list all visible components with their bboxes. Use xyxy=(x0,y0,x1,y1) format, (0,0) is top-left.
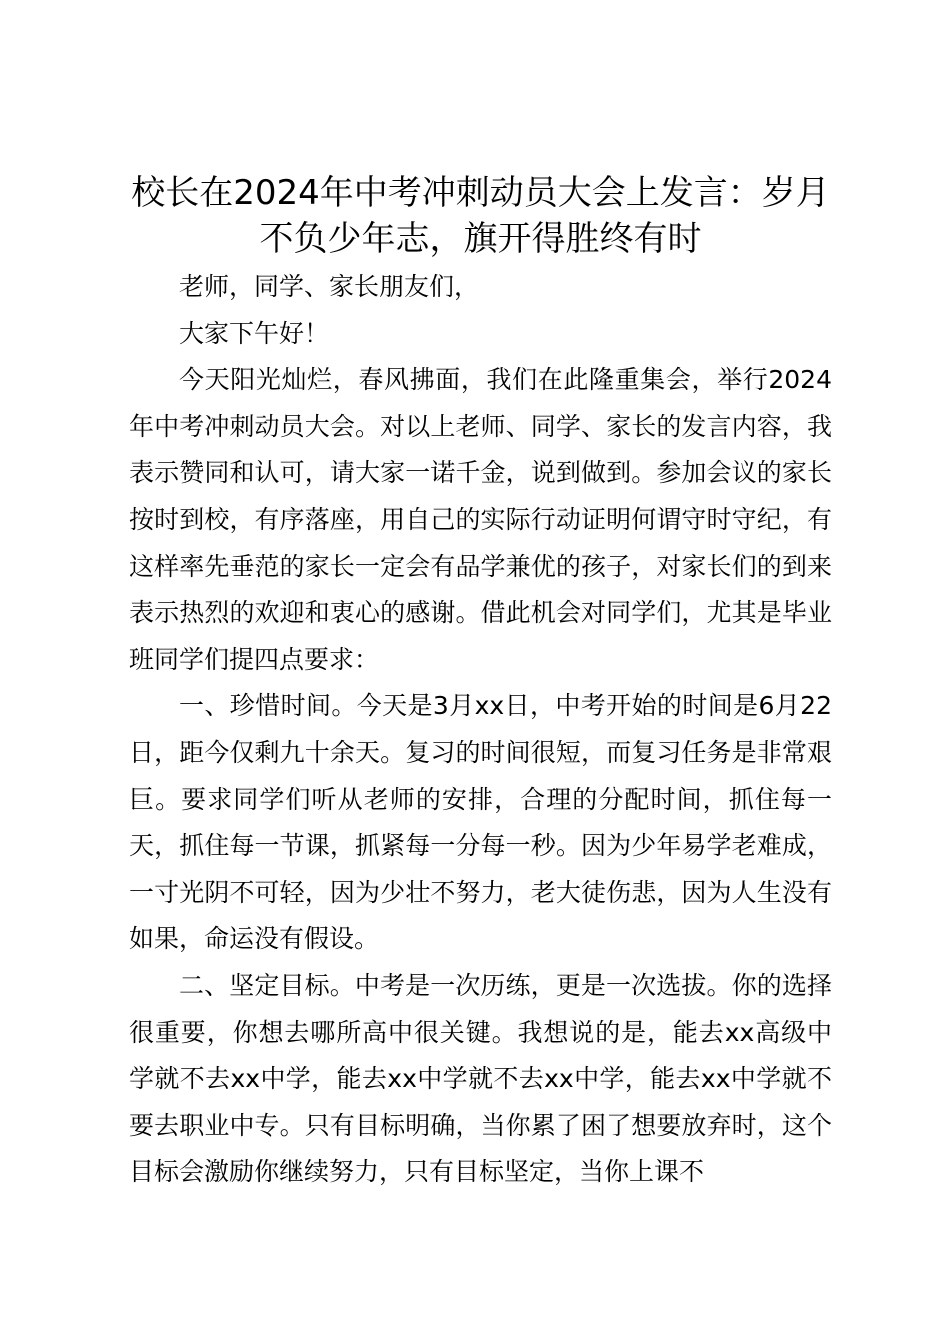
point-two-paragraph: 二、坚定目标。中考是一次历练，更是一次选拔。你的选择很重要，你想去哪所高中很关键。我想说的是，能去xx高级中学就不去xx中学，能去xx中学就不去xx中学，能去xx中学就不要去职业中专。只有目标明确，当你累了困了想要放弃时，这个目标会激励你继续努力，只有目标坚定，当你上课不 xyxy=(129,970,832,1187)
document-title: 校长在2024年中考冲刺动员大会上发言：岁月不负少年志，旗开得胜终有时 xyxy=(131,173,830,259)
salutation: 老师，同学、家长朋友们， xyxy=(179,272,480,301)
point-one-paragraph: 一、珍惜时间。今天是3月xx日，中考开始的时间是6月22日，距今仅剩九十余天。复习的时间很短，而复习任务是非常艰巨。要求同学们听从老师的安排，合理的分配时间，抓住每一天，抓住每一节课，抓紧每一分每一秒。因为少年易学老难成，一寸光阴不可轻，因为少壮不努力，老大徒伤悲，因为人生没有如果，命运没有假设。 xyxy=(129,691,832,954)
document-body xyxy=(129,170,832,1196)
opening-paragraph: 今天阳光灿烂，春风拂面，我们在此隆重集会，举行2024年中考冲刺动员大会。对以上老师、同学、家长的发言内容，我表示赞同和认可，请大家一诺千金，说到做到。参加会议的家长按时到校，有序落座，用自己的实际行动证明何谓守时守纪，有这样率先垂范的家长一定会有品学兼优的孩子，对家长们的到来表示热烈的欢迎和衷心的感谢。借此机会对同学们，尤其是毕业班同学们提四点要求： xyxy=(129,365,832,674)
greeting: 大家下午好！ xyxy=(179,318,330,348)
